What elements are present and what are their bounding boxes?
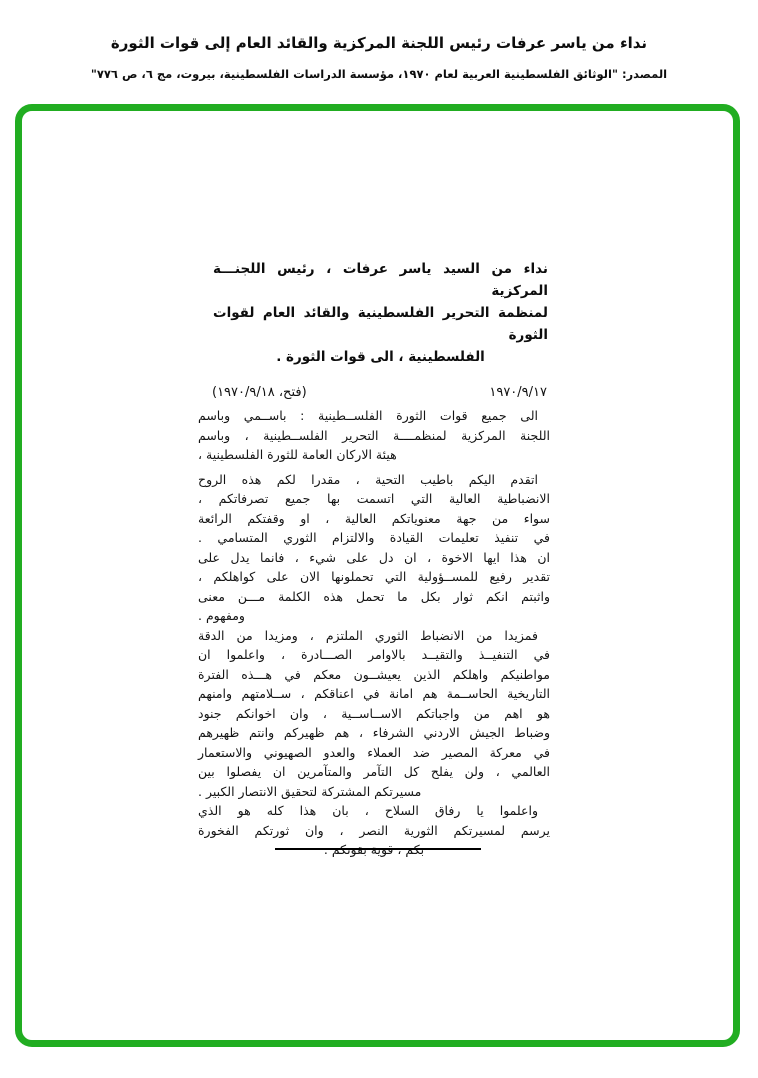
body-line: في التنفيــذ والتقيــد بالاوامر الصـــادرة ، واعلموا ان bbox=[198, 647, 550, 662]
date-value: ١٩٧٠/٩/١٧ bbox=[489, 385, 547, 400]
heading-line: الفلسطينية ، الى قوات الثورة . bbox=[276, 349, 485, 365]
body-line: هيئة الاركان العامة للثورة الفلسطينية ، bbox=[198, 447, 397, 462]
body-line: ومفهوم . bbox=[198, 608, 245, 623]
body-line: سواء من جهة معنوياتكم العالية ، او وقفتكم الرائعة bbox=[198, 510, 550, 526]
body-line: يرسم لمسيرتكم الثورية النصر ، وان ثورتكم الفخورة bbox=[198, 822, 550, 838]
body-line: في تنفيذ تعليمات القيادة والالتزام الثوري المتسامي . bbox=[198, 530, 550, 545]
body-line: مسيرتكم المشتركة لتحقيق الانتصار الكبير . bbox=[198, 783, 422, 799]
body-line: هو اهم من واجباتكم الاســاســية ، وان اخوانكم جنود bbox=[198, 705, 550, 721]
body-line: اللجنة المركزية لمنظمــــة التحرير الفلســطينية ، وباسم bbox=[198, 427, 550, 443]
heading-line: نداء من السيد ياسر عرفات ، رئيس اللجنـــة المركزية bbox=[213, 261, 548, 299]
body-line: الى جميع قوات الثورة الفلســطينية : باســمي وباسم bbox=[198, 408, 538, 423]
date-row bbox=[198, 384, 550, 402]
document-heading bbox=[198, 258, 550, 368]
body-line: التاريخية الحاســمة هم امانة في اعناقكم ، ســلامتهم وامنهم bbox=[198, 686, 550, 701]
heading-line: لمنظمة التحرير الفلسطينية والقائد العام لقوات الثورة bbox=[213, 305, 548, 343]
body-line: واعلموا يا رفاق السلاح ، بان هذا كله هو الذي bbox=[198, 803, 538, 818]
body-line: مواطنيكم واهلكم الذين يعيشــون معكم في هـــذه الفترة bbox=[198, 666, 550, 682]
body-line: الانضباطية العالية التي اتسمت بها جميع تصرفاتكم ، bbox=[198, 491, 550, 506]
body-line: اتقدم اليكم باطيب التحية ، مقدرا لكم هذه الروح bbox=[198, 471, 538, 487]
letter-text bbox=[198, 406, 550, 860]
document-body bbox=[198, 258, 550, 860]
body-line: فمزيدا من الانضباط الثوري الملتزم ، ومزيدا من الدقة bbox=[198, 627, 538, 643]
date-source-ref: (فتح، ١٩٧٠/٩/١٨) bbox=[212, 385, 307, 400]
body-line: في معركة المصير ضد العملاء والعدو الصهيوني والاستعمار bbox=[198, 744, 550, 760]
body-line: العالمي ، ولن يفلح كل التآمر والمتآمرين ان يفصلوا بين bbox=[198, 764, 550, 779]
body-line: وضباط الجيش الاردني الشرفاء ، هم ظهيركم وانتم ظهيرهم bbox=[198, 725, 550, 740]
signature-divider-rule bbox=[275, 848, 481, 850]
source-citation: المصدر: "الوثائق الفلسطينية العربية لعام ١٩٧٠، مؤسسة الدراسات الفلسطينية، بيروت، مج ٦، ص ٧٧٦" bbox=[90, 67, 668, 81]
body-line: تقدير رفيع للمســؤولية التي تحملونها الان على كواهلكم ، bbox=[198, 569, 550, 584]
page-title: نداء من ياسر عرفات رئيس اللجنة المركزية والقائد العام إلى قوات الثورة bbox=[110, 34, 648, 52]
body-line: واثبتم انكم ثوار بكل ما تحمل هذه الكلمة مـــن معنى bbox=[198, 588, 550, 604]
body-line: ان هذا ايها الاخوة ، ان دل على شيء ، فانما يدل على bbox=[198, 549, 550, 565]
